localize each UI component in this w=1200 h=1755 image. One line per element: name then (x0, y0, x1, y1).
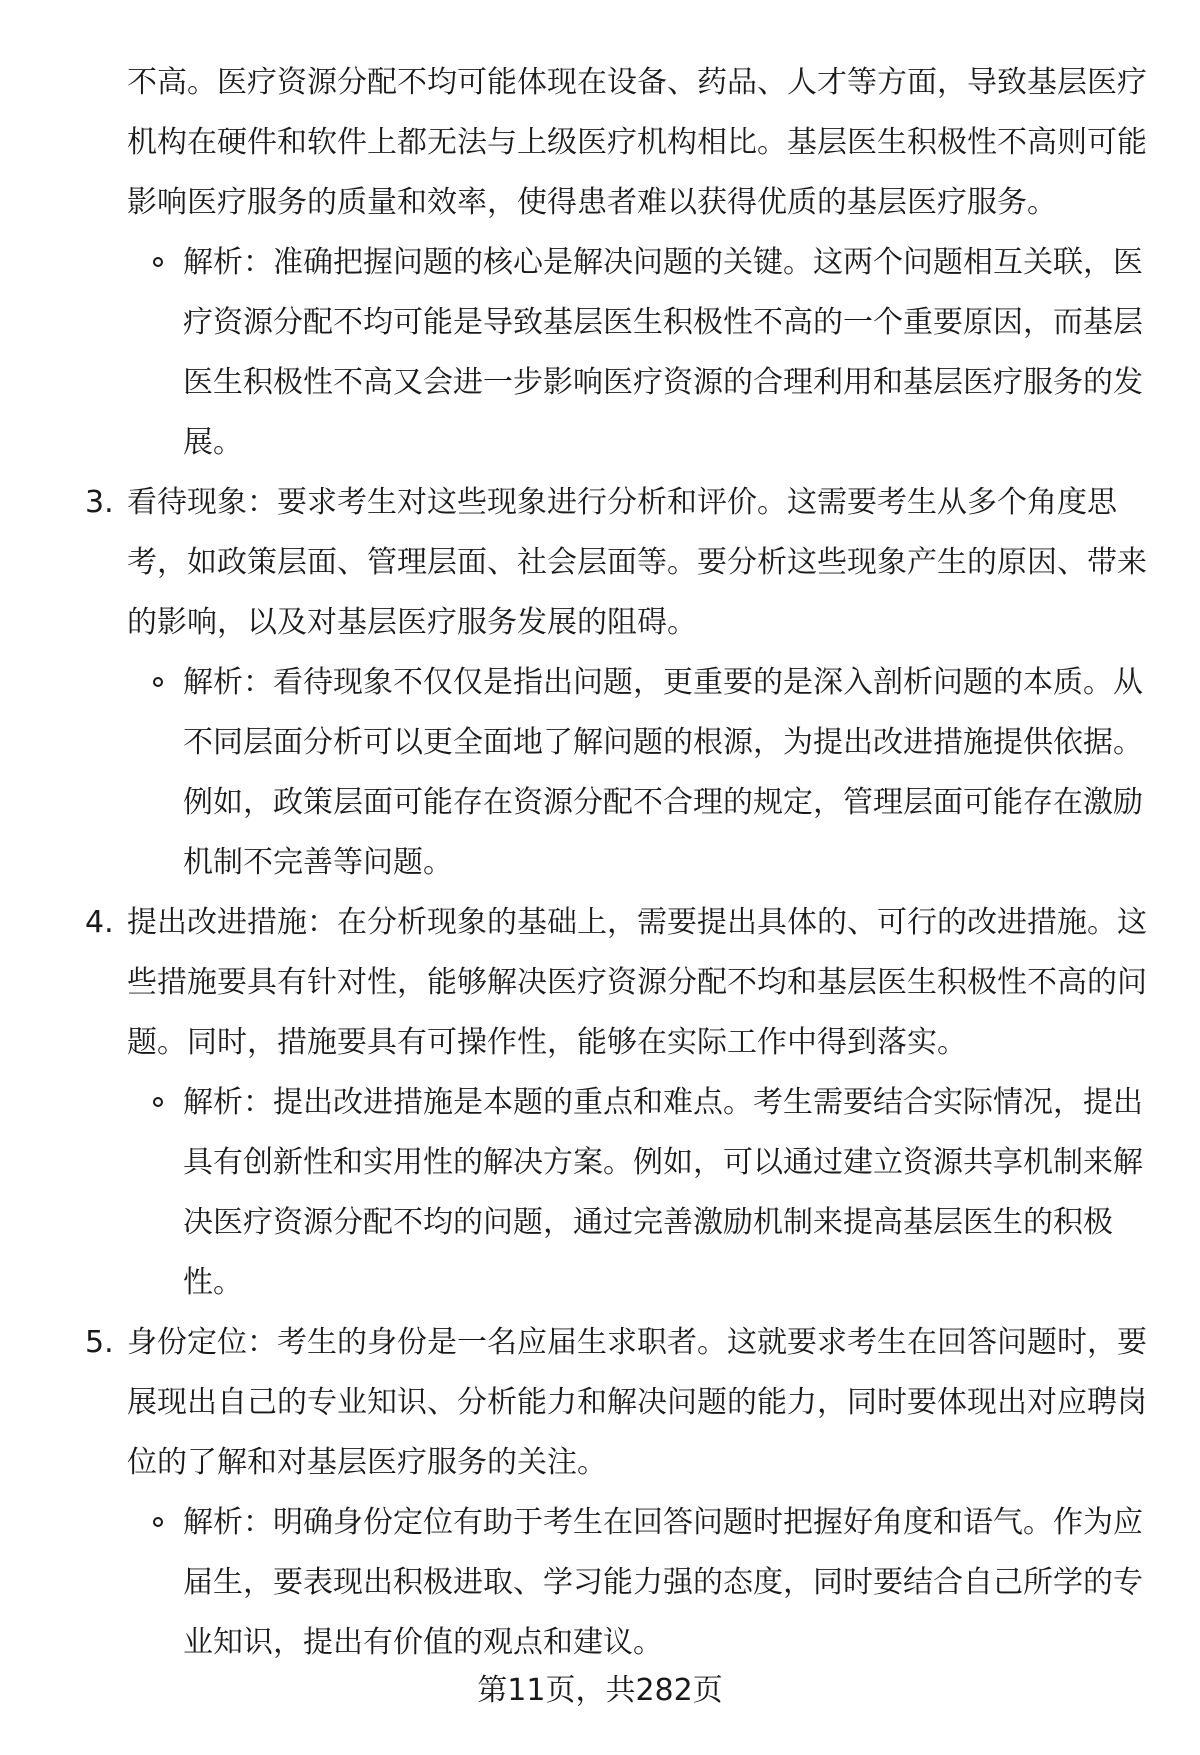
analysis-text: 解析：明确身份定位有助于考生在回答问题时把握好角度和语气。作为应届生，要表现出积极进取、学习能力强的态度，同时要结合自己所学的专业知识，提出有价值的观点和建议。 (183, 1505, 1143, 1660)
analysis-item (183, 1073, 1147, 1313)
list-item-text: 看待现象：要求考生对这些现象进行分析和评价。这需要考生从多个角度思考，如政策层面、管理层面、社会层面等。要分析这些现象产生的原因、带来的影响，以及对基层医疗服务发展的阻碍。 (127, 485, 1147, 640)
list-item (85, 1313, 1147, 1493)
circle-bullet-icon (153, 677, 163, 687)
list-item-text: 提出改进措施：在分析现象的基础上，需要提出具体的、可行的改进措施。这些措施要具有针对性，能够解决医疗资源分配不均和基层医生积极性不高的问题。同时，措施要具有可操作性，能够在实际工作中得到落实。 (127, 905, 1147, 1060)
list-item-number: 4. (85, 905, 114, 940)
list-item-number: 3. (85, 485, 114, 520)
page-content (0, 53, 1200, 1673)
circle-bullet-icon (153, 1097, 163, 1107)
page-number: 第11页，共282页 (477, 1673, 723, 1708)
circle-bullet-icon (153, 257, 163, 267)
list-item-text: 身份定位：考生的身份是一名应届生求职者。这就要求考生在回答问题时，要展现出自己的专业知识、分析能力和解决问题的能力，同时要体现出对应聘岗位的了解和对基层医疗服务的关注。 (127, 1325, 1147, 1480)
circle-bullet-icon (153, 1517, 163, 1527)
analysis-item (183, 653, 1147, 893)
list-item-number: 5. (85, 1325, 114, 1360)
list-item (85, 473, 1147, 653)
list-item (85, 893, 1147, 1073)
analysis-item (183, 233, 1147, 473)
paragraph-continuation: 不高。医疗资源分配不均可能体现在设备、药品、人才等方面，导致基层医疗机构在硬件和软件上都无法与上级医疗机构相比。基层医生积极性不高则可能影响医疗服务的质量和效率，使得患者难以获得优质的基层医疗服务。 (127, 65, 1147, 220)
analysis-text: 解析：看待现象不仅仅是指出问题，更重要的是深入剖析问题的本质。从不同层面分析可以更全面地了解问题的根源，为提出改进措施提供依据。例如，政策层面可能存在资源分配不合理的规定，管理层面可能存在激励机制不完善等问题。 (183, 665, 1143, 880)
analysis-text: 解析：准确把握问题的核心是解决问题的关键。这两个问题相互关联，医疗资源分配不均可能是导致基层医生积极性不高的一个重要原因，而基层医生积极性不高又会进一步影响医疗资源的合理利用和基层医疗服务的发展。 (183, 245, 1143, 460)
analysis-item (183, 1493, 1147, 1673)
analysis-text: 解析：提出改进措施是本题的重点和难点。考生需要结合实际情况，提出具有创新性和实用性的解决方案。例如，可以通过建立资源共享机制来解决医疗资源分配不均的问题，通过完善激励机制来提高基层医生的积极性。 (183, 1085, 1143, 1300)
